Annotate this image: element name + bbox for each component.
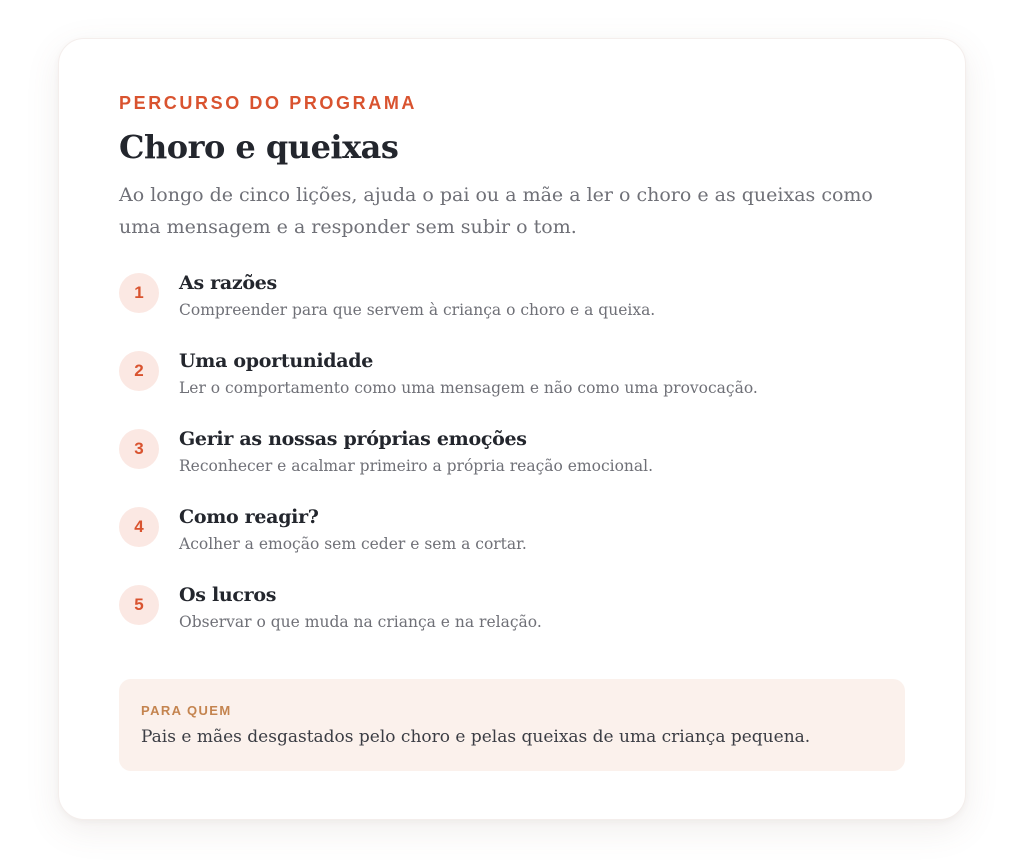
lesson-item	[119, 503, 905, 581]
lesson-number-badge: 5	[119, 585, 159, 625]
audience-text: Pais e mães desgastados pelo choro e pelas queixas de uma criança pequena.	[141, 727, 811, 747]
lesson-text	[179, 347, 758, 401]
lesson-title: Os lucros	[179, 584, 277, 606]
lesson-title: Uma oportunidade	[179, 350, 374, 372]
lesson-list	[119, 269, 905, 659]
lesson-description: Reconhecer e acalmar primeiro a própria reação emocional.	[179, 457, 654, 475]
program-card	[58, 38, 966, 820]
lesson-description: Compreender para que servem à criança o choro e a queixa.	[179, 301, 656, 319]
audience-label: PARA QUEM	[141, 703, 232, 718]
lesson-text	[179, 269, 655, 323]
lesson-item	[119, 269, 905, 347]
lesson-title: Como reagir?	[179, 506, 319, 528]
lesson-item	[119, 425, 905, 503]
lesson-item	[119, 581, 905, 659]
page-title: Choro e queixas	[119, 128, 399, 166]
lesson-text	[179, 425, 653, 479]
lesson-title: Gerir as nossas próprias emoções	[179, 428, 527, 450]
audience-box	[119, 679, 905, 771]
lesson-text	[179, 503, 527, 557]
lesson-number-badge: 4	[119, 507, 159, 547]
lesson-title: As razões	[179, 272, 277, 294]
program-intro: Ao longo de cinco lições, ajuda o pai ou a mãe a ler o choro e as queixas como uma mensagem e a responder sem subir o tom.	[119, 184, 873, 238]
lesson-item	[119, 347, 905, 425]
lesson-text	[179, 581, 542, 635]
lesson-description: Ler o comportamento como uma mensagem e não como uma provocação.	[179, 379, 758, 397]
lesson-description: Observar o que muda na criança e na relação.	[179, 613, 542, 631]
lesson-description: Acolher a emoção sem ceder e sem a cortar.	[179, 535, 527, 553]
lesson-number-badge: 1	[119, 273, 159, 313]
lesson-number-badge: 2	[119, 351, 159, 391]
eyebrow-label: PERCURSO DO PROGRAMA	[119, 93, 418, 113]
lesson-number-badge: 3	[119, 429, 159, 469]
